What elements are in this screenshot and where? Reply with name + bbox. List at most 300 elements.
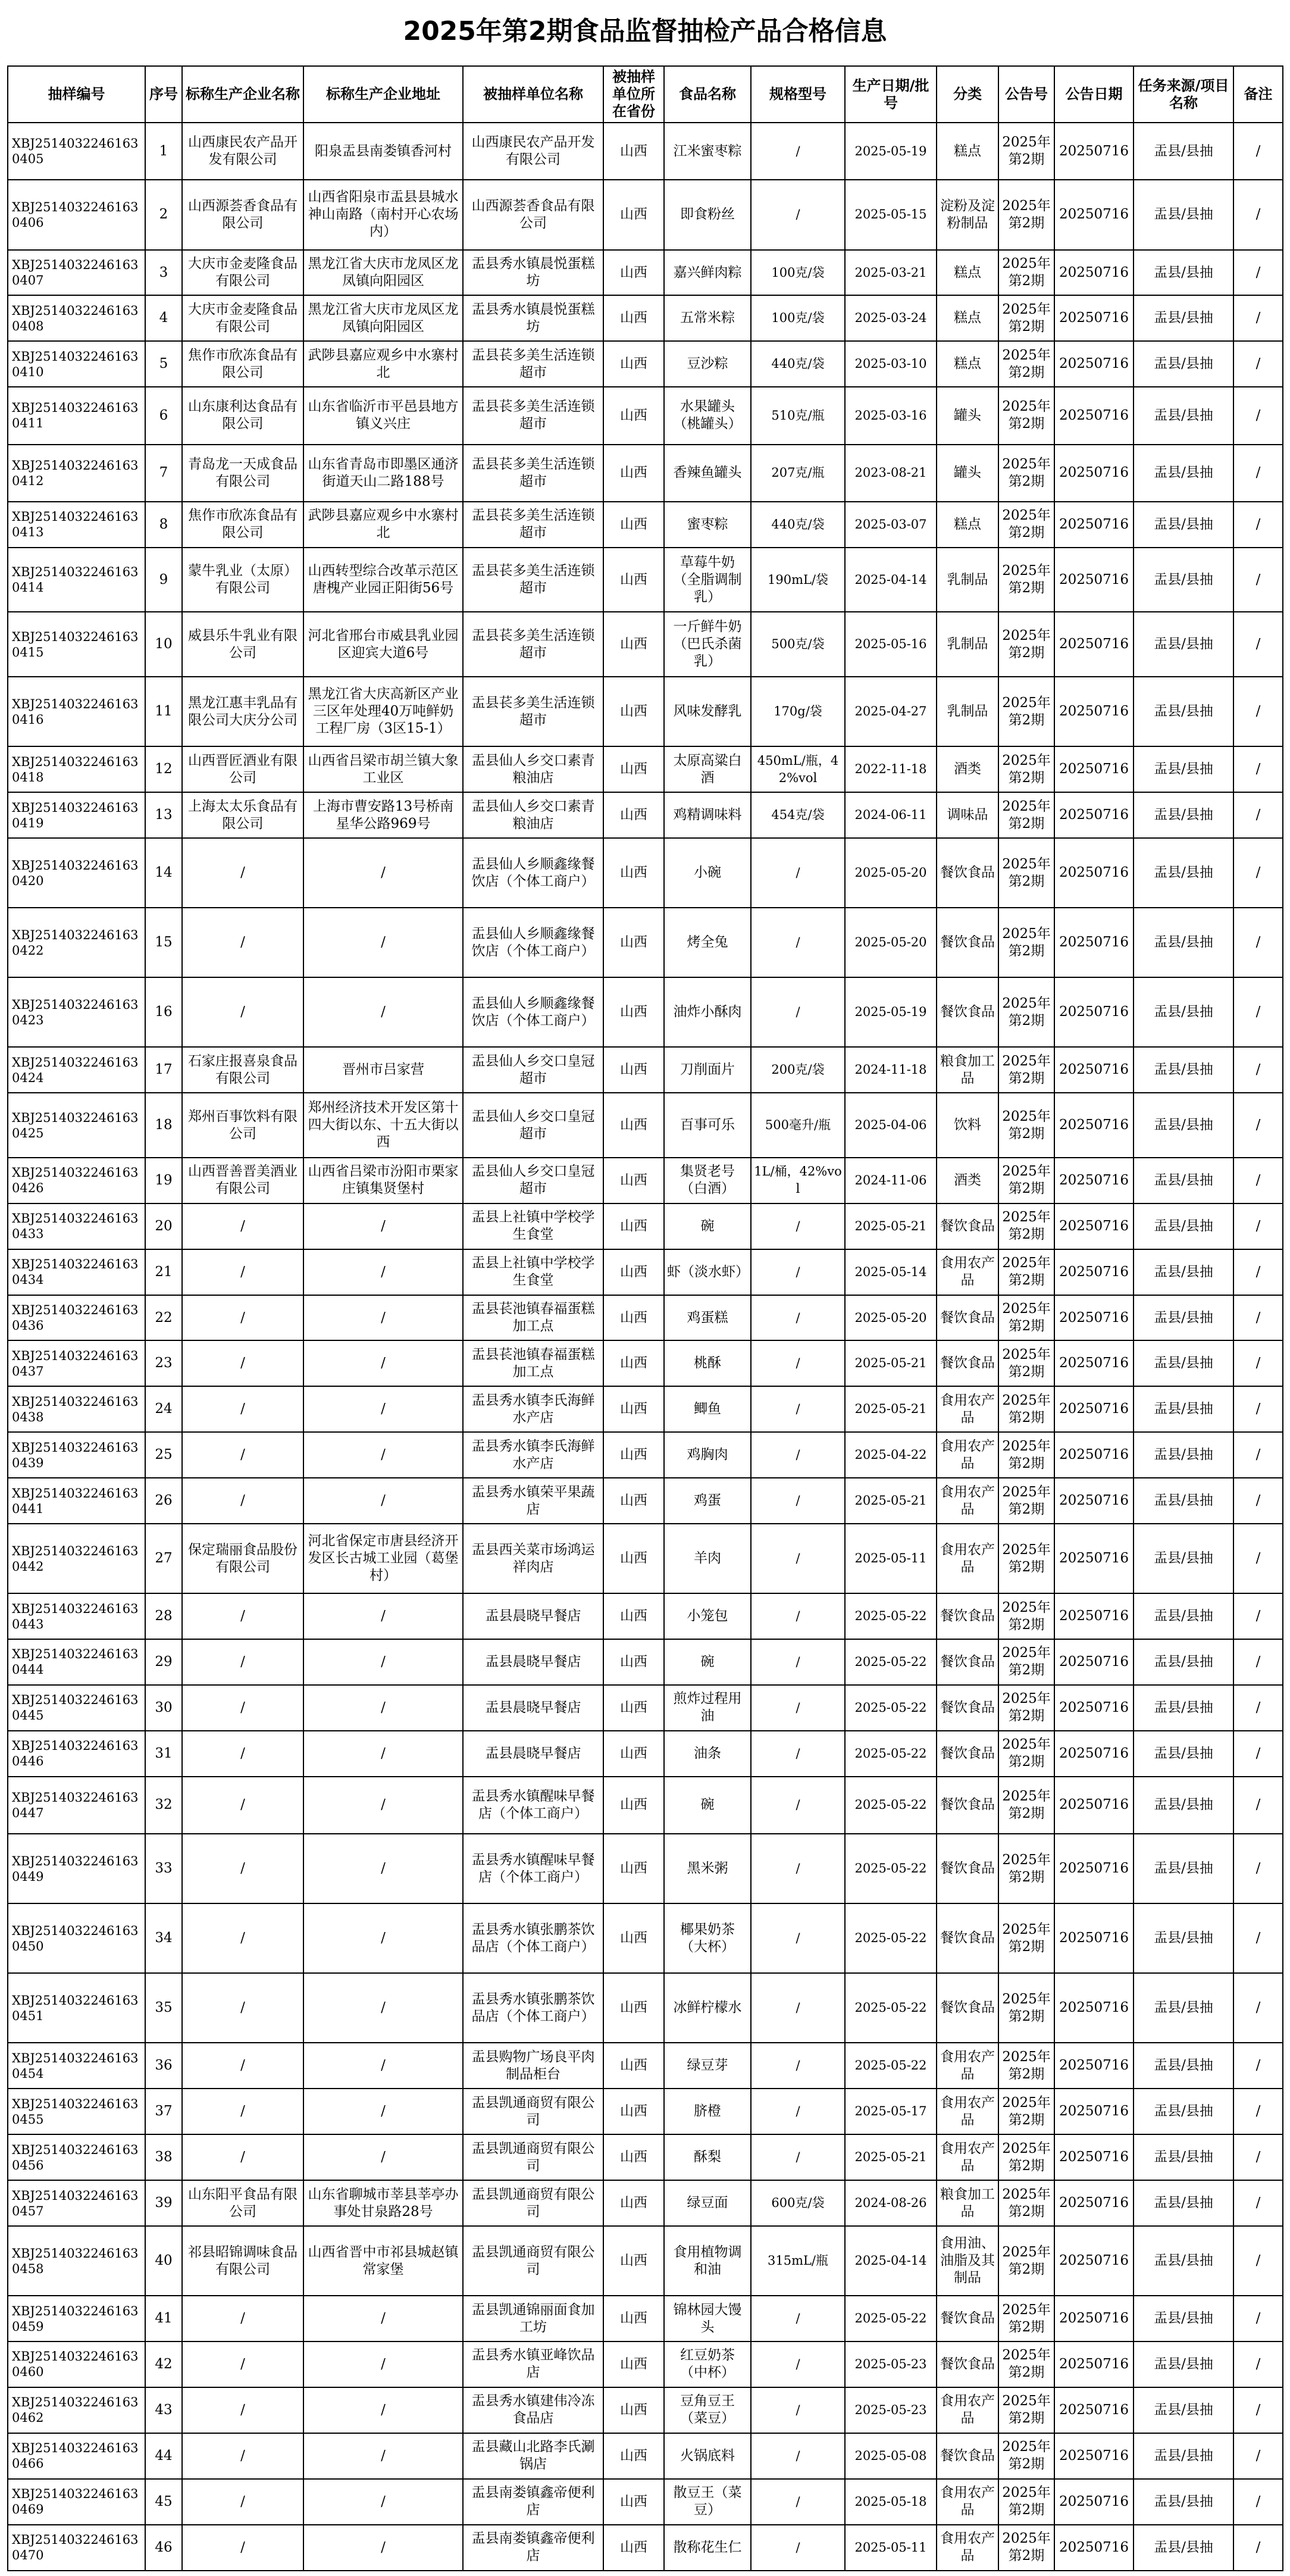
- table-cell: 20250716: [1054, 1249, 1134, 1295]
- table-cell: 糕点: [937, 341, 998, 387]
- table-cell: 山西: [603, 1047, 664, 1093]
- table-row: [8, 1203, 1283, 1249]
- table-cell: /: [1233, 2433, 1283, 2479]
- table-cell: XBJ25140322461630446: [8, 1731, 145, 1777]
- table-cell: /: [1233, 1593, 1283, 1639]
- table-cell: 山西: [603, 1295, 664, 1341]
- table-cell: 11: [145, 677, 182, 746]
- table-cell: 12: [145, 746, 182, 792]
- table-cell: 盂县/县抽: [1134, 2180, 1233, 2226]
- table-cell: 20250716: [1054, 1777, 1134, 1834]
- table-cell: 21: [145, 1249, 182, 1295]
- table-cell: 19: [145, 1158, 182, 1203]
- table-cell: 2025-05-23: [845, 2341, 937, 2387]
- table-cell: 盂县南娄镇鑫帝便利店: [463, 2525, 603, 2571]
- table-cell: 盂县苌多美生活连锁超市: [463, 677, 603, 746]
- table-cell: /: [182, 1973, 303, 2043]
- table-cell: /: [751, 1639, 845, 1685]
- table-cell: 2025年第2期: [998, 250, 1054, 296]
- table-cell: 糕点: [937, 502, 998, 548]
- table-cell: 山西: [603, 1249, 664, 1295]
- table-cell: 集贤老号（白酒）: [664, 1158, 751, 1203]
- table-cell: 15: [145, 908, 182, 977]
- table-cell: 2025年第2期: [998, 2296, 1054, 2341]
- table-cell: /: [182, 2341, 303, 2387]
- table-cell: XBJ25140322461630443: [8, 1593, 145, 1639]
- table-row: [8, 2341, 1283, 2387]
- table-cell: 一斤鲜牛奶（巴氏杀菌乳）: [664, 612, 751, 677]
- table-cell: /: [751, 2387, 845, 2433]
- table-row: [8, 1093, 1283, 1158]
- table-cell: /: [182, 2387, 303, 2433]
- table-cell: 20250716: [1054, 2134, 1134, 2180]
- table-cell: 20250716: [1054, 1834, 1134, 1903]
- table-cell: 20250716: [1054, 123, 1134, 180]
- table-row: [8, 2433, 1283, 2479]
- table-cell: XBJ25140322461630422: [8, 908, 145, 977]
- table-cell: 2025年第2期: [998, 1834, 1054, 1903]
- table-cell: 2025年第2期: [998, 2479, 1054, 2525]
- table-cell: 虾（淡水虾）: [664, 1249, 751, 1295]
- header-cell: 公告号: [998, 66, 1054, 123]
- table-cell: XBJ25140322461630469: [8, 2479, 145, 2525]
- table-cell: 散称花生仁: [664, 2525, 751, 2571]
- table-cell: /: [303, 2433, 463, 2479]
- table-cell: /: [182, 1386, 303, 1432]
- table-cell: 315mL/瓶: [751, 2226, 845, 2296]
- table-cell: 2025-05-08: [845, 2433, 937, 2479]
- table-cell: 餐饮食品: [937, 1639, 998, 1685]
- table-cell: /: [182, 2479, 303, 2525]
- header-cell: 食品名称: [664, 66, 751, 123]
- table-cell: 盂县苌池镇春福蛋糕加工点: [463, 1340, 603, 1386]
- table-cell: 山西: [603, 1834, 664, 1903]
- table-cell: /: [751, 1340, 845, 1386]
- table-cell: XBJ25140322461630457: [8, 2180, 145, 2226]
- table-row: [8, 1340, 1283, 1386]
- table-cell: /: [303, 2525, 463, 2571]
- table-cell: /: [303, 977, 463, 1047]
- table-cell: 2025-05-21: [845, 1478, 937, 1524]
- table-cell: 36: [145, 2043, 182, 2089]
- table-cell: 盂县/县抽: [1134, 1340, 1233, 1386]
- table-cell: 盂县凯通商贸有限公司: [463, 2226, 603, 2296]
- table-row: [8, 1731, 1283, 1777]
- table-cell: 餐饮食品: [937, 2341, 998, 2387]
- table-cell: 450mL/瓶，42%vol: [751, 746, 845, 792]
- table-row: [8, 445, 1283, 502]
- table-cell: /: [1233, 1249, 1283, 1295]
- table-cell: /: [1233, 1432, 1283, 1478]
- table-cell: 20250716: [1054, 2479, 1134, 2525]
- table-cell: 2025年第2期: [998, 2180, 1054, 2226]
- table-cell: /: [751, 1524, 845, 1593]
- table-cell: /: [303, 1386, 463, 1432]
- table-cell: 山西: [603, 2043, 664, 2089]
- table-cell: /: [1233, 295, 1283, 341]
- table-cell: 黑米粥: [664, 1834, 751, 1903]
- table-cell: 盂县仙人乡交口素青粮油店: [463, 746, 603, 792]
- table-cell: 桃酥: [664, 1340, 751, 1386]
- table-cell: 盂县秀水镇建伟冷冻食品店: [463, 2387, 603, 2433]
- table-cell: 盂县凯通商贸有限公司: [463, 2180, 603, 2226]
- table-row: [8, 123, 1283, 180]
- table-cell: /: [182, 1903, 303, 1973]
- table-cell: 盂县秀水镇晨悦蛋糕坊: [463, 295, 603, 341]
- table-cell: 食用植物调和油: [664, 2226, 751, 2296]
- table-cell: 盂县秀水镇醒味早餐店（个体工商户）: [463, 1777, 603, 1834]
- table-cell: /: [303, 1685, 463, 1731]
- table-cell: /: [1233, 977, 1283, 1047]
- table-cell: 盂县/县抽: [1134, 445, 1233, 502]
- table-cell: 25: [145, 1432, 182, 1478]
- table-cell: 小碗: [664, 838, 751, 908]
- table-cell: /: [1233, 1731, 1283, 1777]
- table-cell: 20250716: [1054, 1903, 1134, 1973]
- table-cell: 2025年第2期: [998, 341, 1054, 387]
- table-cell: 油条: [664, 1731, 751, 1777]
- table-cell: 山西: [603, 977, 664, 1047]
- table-cell: 盂县苌多美生活连锁超市: [463, 502, 603, 548]
- table-cell: XBJ25140322461630414: [8, 548, 145, 612]
- table-cell: 山西源荟香食品有限公司: [463, 180, 603, 249]
- table-cell: /: [1233, 548, 1283, 612]
- table-cell: /: [303, 1731, 463, 1777]
- table-cell: 20250716: [1054, 746, 1134, 792]
- table-cell: 脐橙: [664, 2089, 751, 2134]
- table-cell: 盂县/县抽: [1134, 1386, 1233, 1432]
- table-cell: 2025年第2期: [998, 2387, 1054, 2433]
- table-cell: 椰果奶茶（大杯）: [664, 1903, 751, 1973]
- table-cell: 盂县/县抽: [1134, 502, 1233, 548]
- table-row: [8, 1777, 1283, 1834]
- table-row: [8, 341, 1283, 387]
- table-cell: 100克/袋: [751, 250, 845, 296]
- table-cell: 草莓牛奶（全脂调制乳）: [664, 548, 751, 612]
- table-cell: 食用农产品: [937, 1432, 998, 1478]
- table-cell: 2025-05-22: [845, 1639, 937, 1685]
- table-cell: 盂县秀水镇醒味早餐店（个体工商户）: [463, 1834, 603, 1903]
- table-cell: 餐饮食品: [937, 2296, 998, 2341]
- table-cell: 餐饮食品: [937, 1777, 998, 1834]
- table-cell: 2025年第2期: [998, 1295, 1054, 1341]
- header-cell: 规格型号: [751, 66, 845, 123]
- table-cell: XBJ25140322461630447: [8, 1777, 145, 1834]
- table-cell: 餐饮食品: [937, 1834, 998, 1903]
- table-cell: 20250716: [1054, 341, 1134, 387]
- table-cell: 盂县仙人乡交口皇冠超市: [463, 1093, 603, 1158]
- header-cell: 抽样编号: [8, 66, 145, 123]
- table-cell: /: [303, 1249, 463, 1295]
- table-cell: 山西省晋中市祁县城赵镇常家堡: [303, 2226, 463, 2296]
- table-cell: 2025年第2期: [998, 838, 1054, 908]
- table-cell: 盂县苌多美生活连锁超市: [463, 387, 603, 444]
- table-cell: 190mL/袋: [751, 548, 845, 612]
- table-cell: 10: [145, 612, 182, 677]
- table-cell: 大庆市金麦隆食品有限公司: [182, 295, 303, 341]
- table-cell: XBJ25140322461630444: [8, 1639, 145, 1685]
- table-row: [8, 1047, 1283, 1093]
- table-cell: 盂县秀水镇张鹏茶饮品店（个体工商户）: [463, 1903, 603, 1973]
- table-cell: 盂县仙人乡交口皇冠超市: [463, 1158, 603, 1203]
- table-cell: 罐头: [937, 387, 998, 444]
- table-cell: 20250716: [1054, 548, 1134, 612]
- table-cell: 油炸小酥肉: [664, 977, 751, 1047]
- table-cell: 山西: [603, 502, 664, 548]
- table-cell: 2025-05-20: [845, 1295, 937, 1341]
- table-cell: 盂县/县抽: [1134, 1834, 1233, 1903]
- table-cell: 20250716: [1054, 1478, 1134, 1524]
- table-cell: 盂县/县抽: [1134, 387, 1233, 444]
- table-cell: /: [303, 1593, 463, 1639]
- table-cell: 石家庄报喜泉食品有限公司: [182, 1047, 303, 1093]
- table-cell: 2023-08-21: [845, 445, 937, 502]
- table-cell: 盂县上社镇中学校学生食堂: [463, 1203, 603, 1249]
- table-cell: 41: [145, 2296, 182, 2341]
- table-cell: 刀削面片: [664, 1047, 751, 1093]
- table-cell: /: [303, 1639, 463, 1685]
- table-cell: 20250716: [1054, 1685, 1134, 1731]
- table-cell: 百事可乐: [664, 1093, 751, 1158]
- table-cell: 20250716: [1054, 250, 1134, 296]
- table-cell: 2025-05-22: [845, 1731, 937, 1777]
- table-cell: 山西: [603, 1973, 664, 2043]
- table-cell: /: [303, 1973, 463, 2043]
- table-cell: 食用农产品: [937, 1524, 998, 1593]
- table-cell: 2025年第2期: [998, 1639, 1054, 1685]
- table-cell: XBJ25140322461630450: [8, 1903, 145, 1973]
- table-cell: 2025-05-21: [845, 1203, 937, 1249]
- table-cell: 蒙牛乳业（太原）有限公司: [182, 548, 303, 612]
- table-cell: 2025-05-22: [845, 1593, 937, 1639]
- table-cell: /: [751, 1203, 845, 1249]
- table-cell: 盂县/县抽: [1134, 977, 1233, 1047]
- table-cell: /: [751, 1731, 845, 1777]
- table-cell: XBJ25140322461630459: [8, 2296, 145, 2341]
- table-cell: 山西: [603, 908, 664, 977]
- table-cell: 17: [145, 1047, 182, 1093]
- table-cell: 23: [145, 1340, 182, 1386]
- table-cell: XBJ25140322461630462: [8, 2387, 145, 2433]
- table-cell: /: [182, 2043, 303, 2089]
- table-cell: 冰鲜柠檬水: [664, 1973, 751, 2043]
- table-cell: /: [751, 1478, 845, 1524]
- table-cell: 2025-03-10: [845, 341, 937, 387]
- table-cell: /: [303, 1340, 463, 1386]
- table-cell: XBJ25140322461630408: [8, 295, 145, 341]
- table-cell: 2025-03-21: [845, 250, 937, 296]
- table-cell: 盂县/县抽: [1134, 2433, 1233, 2479]
- table-cell: 20250716: [1054, 792, 1134, 838]
- table-cell: 青岛龙一天成食品有限公司: [182, 445, 303, 502]
- table-cell: XBJ25140322461630441: [8, 1478, 145, 1524]
- table-cell: 20250716: [1054, 1386, 1134, 1432]
- table-cell: 20250716: [1054, 1432, 1134, 1478]
- header-cell: 被抽样单位所在省份: [603, 66, 664, 123]
- table-cell: 盂县/县抽: [1134, 2043, 1233, 2089]
- table-cell: 山西康民农产品开发有限公司: [463, 123, 603, 180]
- table-cell: 37: [145, 2089, 182, 2134]
- table-cell: /: [751, 180, 845, 249]
- table-row: [8, 1249, 1283, 1295]
- table-cell: 粮食加工品: [937, 1047, 998, 1093]
- table-cell: 20250716: [1054, 180, 1134, 249]
- table-cell: XBJ25140322461630418: [8, 746, 145, 792]
- table-cell: 阳泉盂县南娄镇香河村: [303, 123, 463, 180]
- table-cell: 盂县凯通锦丽面食加工坊: [463, 2296, 603, 2341]
- table-cell: 2025年第2期: [998, 746, 1054, 792]
- table-cell: 20250716: [1054, 1524, 1134, 1593]
- table-cell: XBJ25140322461630460: [8, 2341, 145, 2387]
- table-cell: 盂县/县抽: [1134, 2296, 1233, 2341]
- table-cell: 454克/袋: [751, 792, 845, 838]
- table-cell: 盂县仙人乡顺鑫缘餐饮店（个体工商户）: [463, 977, 603, 1047]
- table-cell: 2025年第2期: [998, 1340, 1054, 1386]
- table-cell: 2025-05-22: [845, 1973, 937, 2043]
- table-cell: /: [303, 2043, 463, 2089]
- table-cell: 2025年第2期: [998, 1593, 1054, 1639]
- table-cell: 20250716: [1054, 1158, 1134, 1203]
- table-cell: XBJ25140322461630405: [8, 123, 145, 180]
- table-row: [8, 2479, 1283, 2525]
- table-row: [8, 502, 1283, 548]
- table-cell: 20: [145, 1203, 182, 1249]
- table-cell: 盂县/县抽: [1134, 180, 1233, 249]
- table-cell: /: [182, 1432, 303, 1478]
- table-cell: 山西: [603, 677, 664, 746]
- table-cell: 黑龙江省大庆高新区产业三区年处理40万吨鲜奶工程厂房（3区15-1）: [303, 677, 463, 746]
- table-cell: 2025年第2期: [998, 502, 1054, 548]
- table-cell: 170g/袋: [751, 677, 845, 746]
- table-cell: /: [1233, 2134, 1283, 2180]
- table-cell: 440克/袋: [751, 502, 845, 548]
- table-row: [8, 548, 1283, 612]
- table-cell: /: [751, 908, 845, 977]
- table-cell: 2025-03-07: [845, 502, 937, 548]
- table-cell: 2024-11-06: [845, 1158, 937, 1203]
- table-cell: 440克/袋: [751, 341, 845, 387]
- table-row: [8, 2180, 1283, 2226]
- table-cell: /: [1233, 387, 1283, 444]
- table-cell: /: [1233, 1158, 1283, 1203]
- table-cell: XBJ25140322461630449: [8, 1834, 145, 1903]
- table-cell: 绿豆面: [664, 2180, 751, 2226]
- table-cell: 20250716: [1054, 295, 1134, 341]
- table-cell: 43: [145, 2387, 182, 2433]
- table-cell: XBJ25140322461630406: [8, 180, 145, 249]
- table-cell: 20250716: [1054, 838, 1134, 908]
- table-cell: XBJ25140322461630439: [8, 1432, 145, 1478]
- table-cell: /: [303, 2089, 463, 2134]
- table-cell: XBJ25140322461630455: [8, 2089, 145, 2134]
- table-cell: 盂县/县抽: [1134, 295, 1233, 341]
- table-row: [8, 1973, 1283, 2043]
- header-cell: 序号: [145, 66, 182, 123]
- table-cell: XBJ25140322461630445: [8, 1685, 145, 1731]
- table-cell: XBJ25140322461630411: [8, 387, 145, 444]
- table-cell: 盂县苌多美生活连锁超市: [463, 445, 603, 502]
- table-cell: 9: [145, 548, 182, 612]
- table-cell: 32: [145, 1777, 182, 1834]
- table-cell: 山西: [603, 1340, 664, 1386]
- table-cell: 盂县/县抽: [1134, 1731, 1233, 1777]
- table-cell: 食用农产品: [937, 2134, 998, 2180]
- table-cell: /: [182, 1685, 303, 1731]
- table-cell: 山西: [603, 2089, 664, 2134]
- table-cell: /: [751, 1685, 845, 1731]
- table-cell: 2025-04-14: [845, 548, 937, 612]
- table-cell: 山西: [603, 387, 664, 444]
- table-cell: /: [751, 1386, 845, 1432]
- table-cell: 42: [145, 2341, 182, 2387]
- table-cell: 武陟县嘉应观乡中水寨村北: [303, 341, 463, 387]
- table-cell: 1L/桶，42%vol: [751, 1158, 845, 1203]
- table-cell: 29: [145, 1639, 182, 1685]
- table-cell: 盂县晨晓早餐店: [463, 1731, 603, 1777]
- table-cell: 2025年第2期: [998, 123, 1054, 180]
- table-cell: 2025年第2期: [998, 792, 1054, 838]
- table-cell: 20250716: [1054, 677, 1134, 746]
- table-cell: 20250716: [1054, 2296, 1134, 2341]
- table-cell: 2025年第2期: [998, 2341, 1054, 2387]
- table-cell: 盂县/县抽: [1134, 1685, 1233, 1731]
- table-cell: 26: [145, 1478, 182, 1524]
- table-row: [8, 2525, 1283, 2571]
- table-cell: 山西: [603, 180, 664, 249]
- table-cell: 20250716: [1054, 1593, 1134, 1639]
- table-cell: 2025年第2期: [998, 445, 1054, 502]
- table-cell: 盂县仙人乡交口素青粮油店: [463, 792, 603, 838]
- table-cell: 2025-05-15: [845, 180, 937, 249]
- table-cell: 20250716: [1054, 2433, 1134, 2479]
- table-cell: 盂县/县抽: [1134, 1158, 1233, 1203]
- table-cell: 碗: [664, 1777, 751, 1834]
- table-cell: 33: [145, 1834, 182, 1903]
- header-cell: 被抽样单位名称: [463, 66, 603, 123]
- table-cell: /: [1233, 838, 1283, 908]
- table-cell: 山西: [603, 2226, 664, 2296]
- header-cell: 任务来源/项目名称: [1134, 66, 1233, 123]
- table-cell: 20250716: [1054, 2089, 1134, 2134]
- table-row: [8, 977, 1283, 1047]
- table-cell: 盂县苌多美生活连锁超市: [463, 548, 603, 612]
- table-cell: 盂县苌多美生活连锁超市: [463, 341, 603, 387]
- table-cell: 500克/袋: [751, 612, 845, 677]
- table-row: [8, 1478, 1283, 1524]
- table-cell: 山西: [603, 612, 664, 677]
- table-cell: 食用农产品: [937, 1478, 998, 1524]
- table-cell: 盂县仙人乡顺鑫缘餐饮店（个体工商户）: [463, 838, 603, 908]
- table-cell: 山西: [603, 1093, 664, 1158]
- table-cell: 羊肉: [664, 1524, 751, 1593]
- table-cell: /: [303, 2296, 463, 2341]
- table-cell: 2025-05-17: [845, 2089, 937, 2134]
- table-cell: 2022-11-18: [845, 746, 937, 792]
- table-row: [8, 295, 1283, 341]
- table-cell: 散豆王（菜豆）: [664, 2479, 751, 2525]
- table-cell: 18: [145, 1093, 182, 1158]
- table-cell: 2025年第2期: [998, 2525, 1054, 2571]
- table-cell: XBJ25140322461630415: [8, 612, 145, 677]
- table-cell: 盂县秀水镇荣平果蔬店: [463, 1478, 603, 1524]
- table-cell: 山西: [603, 792, 664, 838]
- table-cell: 600克/袋: [751, 2180, 845, 2226]
- table-cell: 2025-04-14: [845, 2226, 937, 2296]
- table-cell: XBJ25140322461630434: [8, 1249, 145, 1295]
- table-cell: 郑州百事饮料有限公司: [182, 1093, 303, 1158]
- table-cell: 2025年第2期: [998, 2043, 1054, 2089]
- table-cell: 盂县/县抽: [1134, 1047, 1233, 1093]
